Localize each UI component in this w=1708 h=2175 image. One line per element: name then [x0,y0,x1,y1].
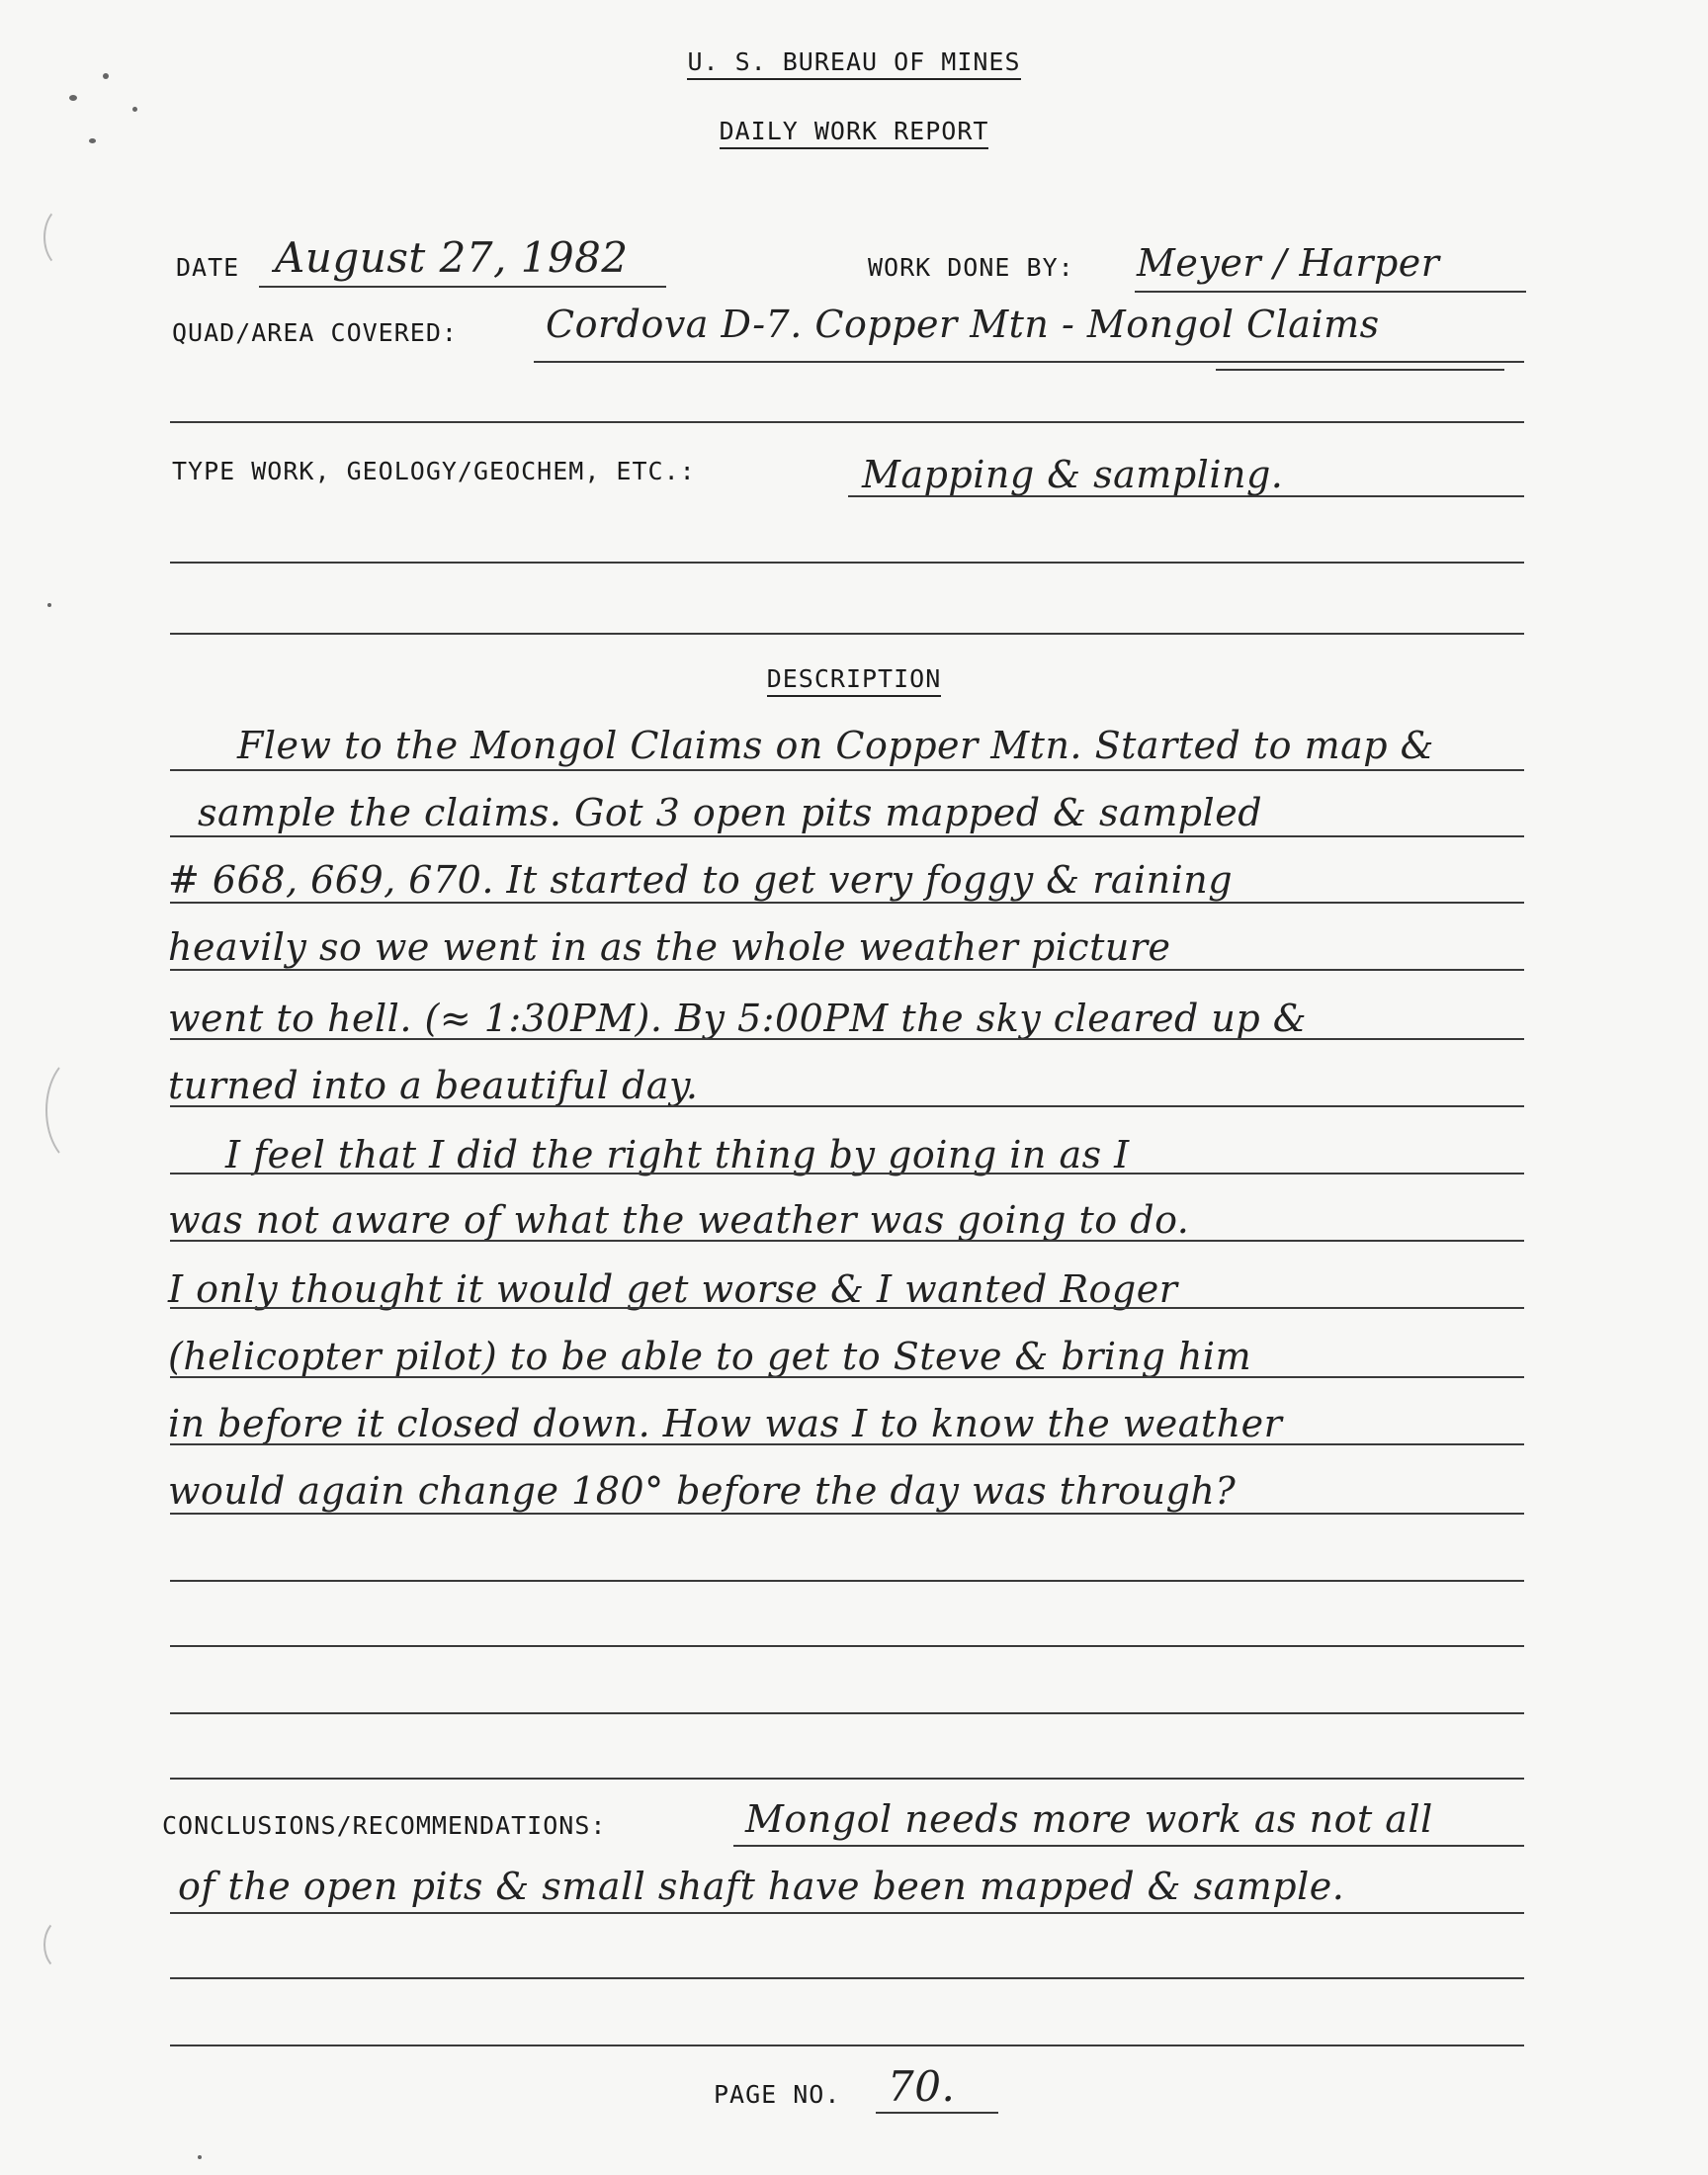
quad-label: QUAD/AREA COVERED: [172,318,458,347]
type-work-label: TYPE WORK, GEOLOGY/GEOCHEM, ETC.: [172,457,696,485]
scan-speck [69,95,77,101]
date-line [259,286,666,288]
description-line: I only thought it would get worse & I wanted Roger [168,1267,1178,1311]
hole-punch-mark [43,206,87,269]
ruled-line [170,1240,1524,1242]
scan-speck [89,138,96,143]
ruled-line [170,2044,1524,2046]
scan-speck [103,73,109,79]
description-line: # 668, 669, 670. It started to get very foggy & raining [168,858,1234,902]
hole-punch-mark [45,1054,119,1167]
scan-speck [47,603,51,607]
scan-speck [198,2155,202,2159]
ruled-line [170,1778,1524,1780]
description-line: turned into a beautiful day. [168,1064,699,1107]
work-done-by-value: Meyer / Harper [1137,241,1440,285]
ruled-line [170,1376,1524,1378]
type-work-value: Mapping & sampling. [862,453,1284,496]
conclusions-label: CONCLUSIONS/RECOMMENDATIONS: [162,1811,607,1840]
page-number-value: 70. [888,2062,956,2111]
quad-value: Cordova D-7. Copper Mtn - Mongol Claims [546,303,1380,346]
ruled-line [170,1645,1524,1647]
ruled-line [170,1173,1524,1174]
work-done-by-label: WORK DONE BY: [868,253,1074,282]
ruled-line [170,1105,1524,1107]
type-work-line [848,495,1524,497]
agency-heading: U. S. BUREAU OF MINES [0,47,1708,76]
blank-line [170,633,1524,635]
ruled-line [170,902,1524,904]
ruled-line [170,769,1524,771]
page-number-label: PAGE NO. [714,2080,841,2109]
blank-line [170,562,1524,564]
quad-underline-emphasis [1216,369,1504,371]
hole-punch-mark [43,1918,83,1971]
ruled-line [170,1038,1524,1040]
ruled-line [170,1513,1524,1515]
conclusions-rule [733,1845,1524,1847]
description-heading: DESCRIPTION [0,664,1708,693]
ruled-line [170,1307,1524,1309]
description-line: would again change 180° before the day was through? [168,1469,1237,1513]
conclusions-line-1: Mongol needs more work as not all [745,1797,1433,1841]
date-value: August 27, 1982 [275,233,629,282]
report-title: DAILY WORK REPORT [0,117,1708,145]
ruled-line [170,1712,1524,1714]
description-line: in before it closed down. How was I to know the weather [168,1402,1283,1445]
ruled-line [170,1912,1524,1914]
page-number-line [876,2112,998,2114]
description-line: sample the claims. Got 3 open pits mapped & sampled [198,791,1263,834]
ruled-line [170,1977,1524,1979]
ruled-line [170,1443,1524,1445]
ruled-line [170,969,1524,971]
description-line: I feel that I did the right thing by going in as I [225,1133,1130,1176]
work-done-by-line [1135,291,1526,293]
description-line: went to hell. (≈ 1:30PM). By 5:00PM the sky cleared up & [168,997,1308,1040]
conclusions-line-2: of the open pits & small shaft have been mapped & sample. [178,1865,1345,1908]
ruled-line [170,1580,1524,1582]
blank-line [170,421,1524,423]
date-label: DATE [176,253,240,282]
scan-speck [132,107,137,112]
description-line: heavily so we went in as the whole weather picture [168,925,1171,969]
description-line: Flew to the Mongol Claims on Copper Mtn. Started to map & [237,724,1435,767]
quad-line [534,361,1524,363]
description-line: (helicopter pilot) to be able to get to Steve & bring him [168,1335,1252,1378]
ruled-line [170,835,1524,837]
description-line: was not aware of what the weather was going to do. [168,1198,1190,1242]
